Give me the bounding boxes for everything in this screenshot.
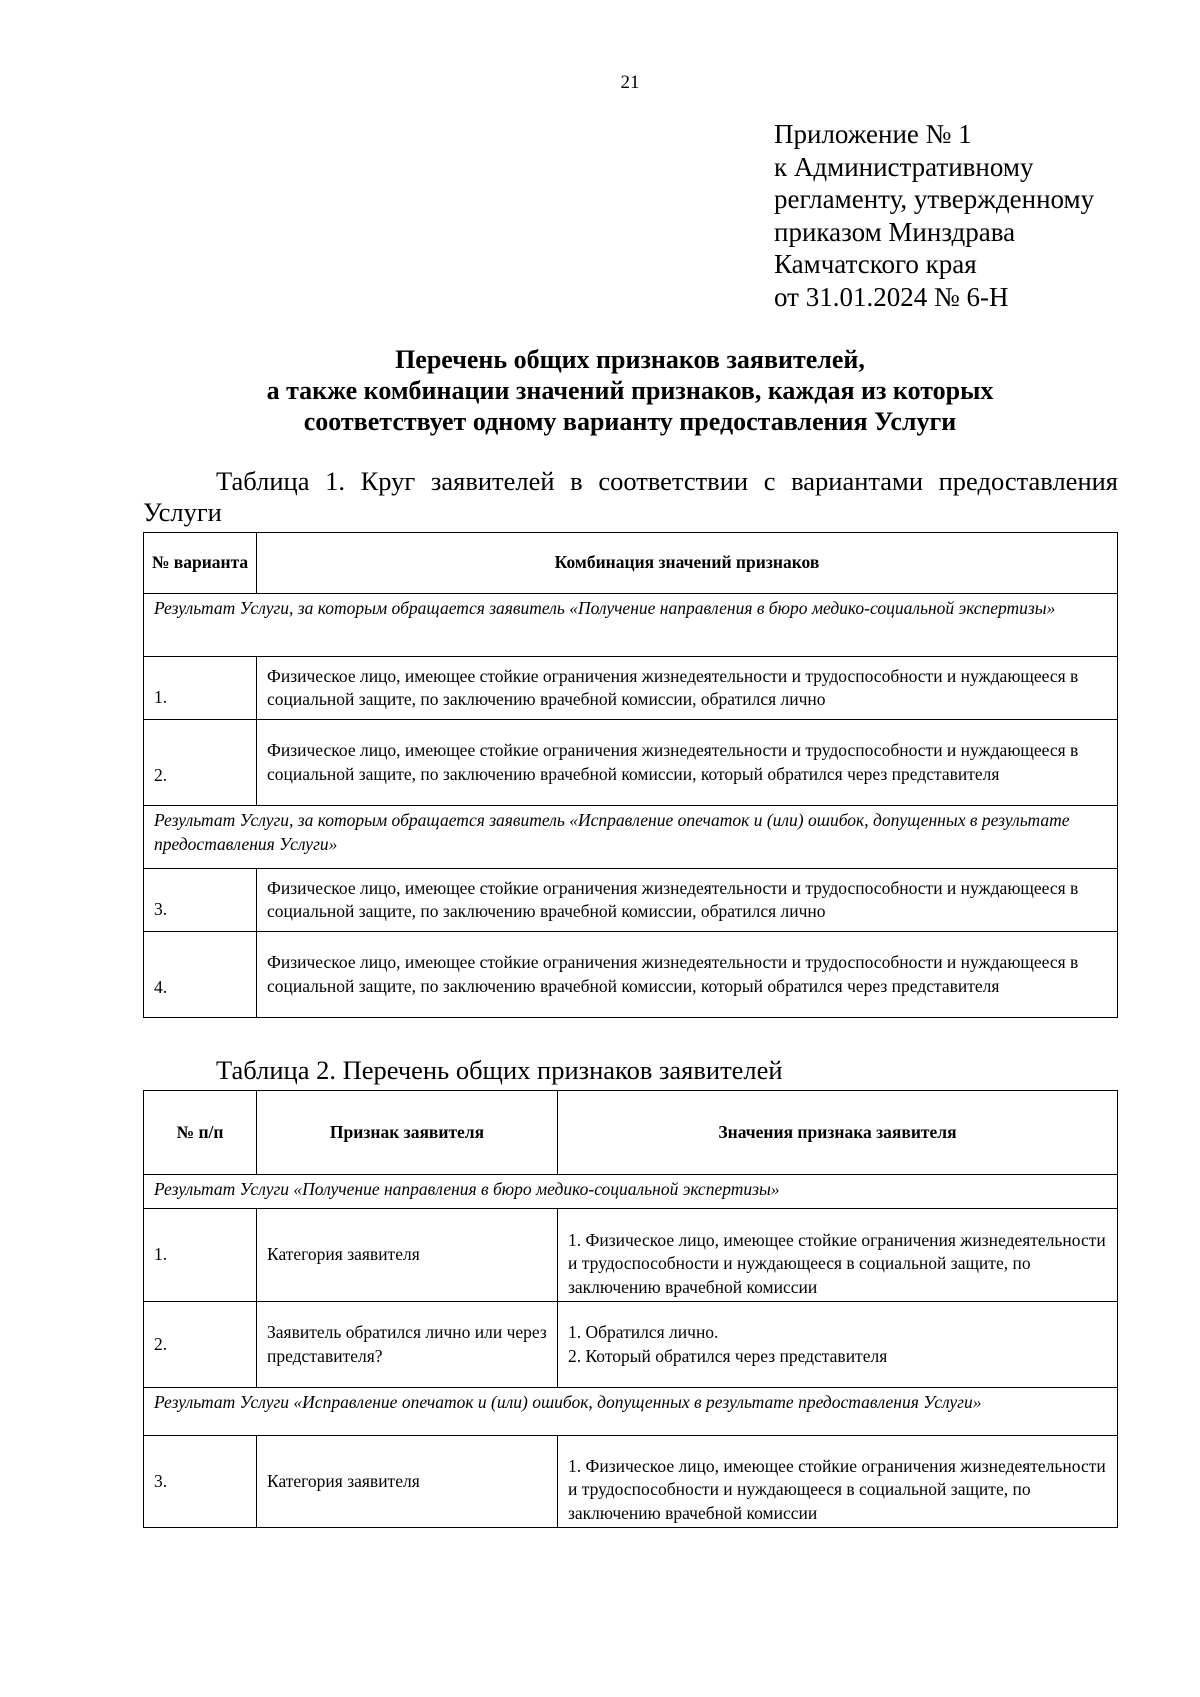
group-row <box>144 1175 1118 1209</box>
row-sign: Заявитель обратился лично или через представителя? <box>257 1302 558 1388</box>
table-row <box>144 657 1118 720</box>
header-combination: Комбинация значений признаков <box>257 533 1118 594</box>
appendix-line: регламенту, утвержденному <box>774 184 1095 214</box>
header-variant-number: № варианта <box>144 533 257 594</box>
document-title <box>0 344 1200 437</box>
row-number: 1. <box>144 657 257 720</box>
group-row <box>144 594 1118 657</box>
value-item: 1. Обратился лично. <box>568 1322 719 1342</box>
table-row <box>144 869 1118 932</box>
row-values: 1. Физическое лицо, имеющее стойкие ограничения жизнедеятельности и трудоспособности и нуждающееся в социальной защите, по заключению врачебной комиссии <box>558 1209 1118 1302</box>
group-label: Результат Услуги, за которым обращается заявитель «Получение направления в бюро медико-социальной экспертизы» <box>144 594 1118 657</box>
row-sign: Категория заявителя <box>257 1436 558 1528</box>
appendix-line: от 31.01.2024 № 6-Н <box>774 281 1009 312</box>
group-row <box>144 1388 1118 1436</box>
applicant-signs-table <box>143 1090 1118 1528</box>
row-sign: Категория заявителя <box>257 1209 558 1302</box>
row-number: 2. <box>144 1302 257 1388</box>
group-label: Результат Услуги «Получение направления в бюро медико-социальной экспертизы» <box>144 1175 1118 1209</box>
row-text: Физическое лицо, имеющее стойкие ограничения жизнедеятельности и трудоспособности и нуждающееся в социальной защите, по заключению врачебной комиссии, который обратился через представителя <box>257 932 1118 1018</box>
row-values <box>558 1302 1118 1388</box>
value-item: 2. Который обратился через представителя <box>568 1345 888 1366</box>
appendix-line: Камчатского края <box>774 249 977 279</box>
table-row <box>144 1302 1118 1388</box>
appendix-line: Приложение № 1 <box>774 119 972 149</box>
table-header-row <box>144 533 1118 594</box>
table-row <box>144 720 1118 806</box>
title-line: Перечень общих признаков заявителей, <box>395 345 865 374</box>
row-number: 3. <box>144 1436 257 1528</box>
row-text: Физическое лицо, имеющее стойкие ограничения жизнедеятельности и трудоспособности и нуждающееся в социальной защите, по заключению врачебной комиссии, который обратился через представителя <box>257 720 1118 806</box>
applicants-variants-table <box>143 532 1118 1018</box>
header-row-number: № п/п <box>144 1091 257 1175</box>
table1-caption: Таблица 1. Круг заявителей в соответствии с вариантами предоставления Услуги <box>143 466 1118 527</box>
row-number: 3. <box>144 869 257 932</box>
title-line: соответствует одному варианту предоставления Услуги <box>303 407 957 436</box>
page-number: 21 <box>620 72 640 93</box>
row-number: 2. <box>144 720 257 806</box>
group-label: Результат Услуги «Исправление опечаток и (или) ошибок, допущенных в результате предоставления Услуги» <box>144 1388 1118 1436</box>
row-text: Физическое лицо, имеющее стойкие ограничения жизнедеятельности и трудоспособности и нуждающееся в социальной защите, по заключению врачебной комиссии, обратился лично <box>257 869 1118 932</box>
group-label: Результат Услуги, за которым обращается заявитель «Исправление опечаток и (или) ошибок, допущенных в результате предоставления Услуги» <box>144 806 1118 869</box>
header-sign-values: Значения признака заявителя <box>558 1091 1118 1175</box>
appendix-line: приказом Минздрава <box>774 216 1016 247</box>
title-line: а также комбинации значений признаков, каждая из которых <box>266 376 994 405</box>
table-row <box>144 1436 1118 1528</box>
row-number: 4. <box>144 932 257 1018</box>
appendix-line: к Административному <box>774 151 1034 182</box>
row-number: 1. <box>144 1209 257 1302</box>
row-text: Физическое лицо, имеющее стойкие ограничения жизнедеятельности и трудоспособности и нуждающееся в социальной защите, по заключению врачебной комиссии, обратился лично <box>257 657 1118 720</box>
table-row <box>144 1209 1118 1302</box>
table-header-row <box>144 1091 1118 1175</box>
table-row <box>144 932 1118 1018</box>
appendix-note <box>774 118 1094 313</box>
table2-caption: Таблица 2. Перечень общих признаков заявителей <box>216 1055 783 1085</box>
row-values: 1. Физическое лицо, имеющее стойкие ограничения жизнедеятельности и трудоспособности и нуждающееся в социальной защите, по заключению врачебной комиссии <box>558 1436 1118 1528</box>
group-row <box>144 806 1118 869</box>
header-sign: Признак заявителя <box>257 1091 558 1175</box>
